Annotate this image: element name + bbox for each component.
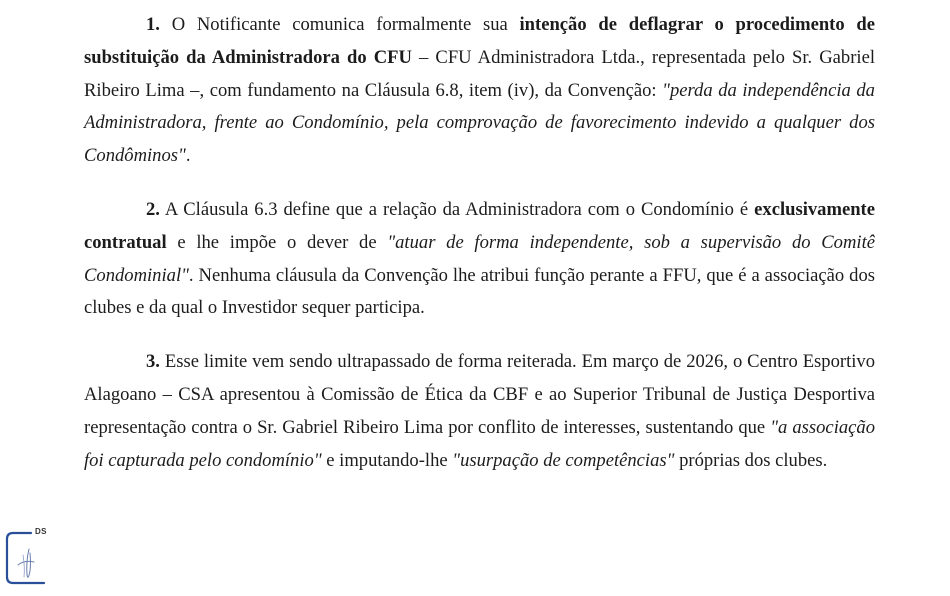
paragraph-3 (84, 346, 875, 477)
quoted-text: "usurpação de competências" (452, 449, 675, 471)
document-body (84, 9, 875, 477)
paragraph-text: Esse limite vem sendo ultrapassado de forma reiterada. Em março de 2026, o Centro Esportivo Alagoano – CSA apresentou à Comissão de Ética da CBF e ao Superior Tribunal de Justiça Desportiva representação contra o Sr. Gabriel Ribeiro Lima por conflito de interesses, sustentando que (84, 351, 875, 438)
paragraph-2 (84, 194, 875, 325)
paragraph-text: e lhe impõe o dever de (166, 231, 388, 253)
paragraph-text: O Notificante comunica formalmente sua (159, 14, 520, 35)
stamp-label: DS (35, 527, 47, 536)
signature-stamp (4, 527, 50, 587)
bold-text: exclusivamente contratual (84, 198, 875, 253)
paragraph-text: A Cláusula 6.3 define que a relação da Administradora com o Condomínio é (159, 198, 755, 220)
quoted-text: "perda da independência da Administradora, frente ao Condomínio, pela comprovação de favorecimento indevido a qualquer dos Condôminos" (84, 79, 875, 167)
paragraph-number: 2. (146, 198, 160, 220)
paragraph-text: . Nenhuma cláusula da Convenção lhe atribui função perante a FFU, que é a associação dos clubes e da qual o Investidor sequer participa. (84, 264, 875, 319)
paragraph-text: – CFU Administradora Ltda., representada pelo Sr. Gabriel Ribeiro Lima –, com fundamento na Cláusula 6.8, item (iv), da Convenção: (84, 46, 875, 101)
paragraph-number: 3. (146, 351, 160, 373)
paragraph-number: 1. (146, 14, 160, 35)
quoted-text: "a associação foi capturada pelo condomínio" (84, 416, 875, 471)
paragraph-text: e imputando-lhe (321, 449, 453, 471)
paragraph-text: próprias dos clubes. (674, 449, 828, 471)
quoted-text: "atuar de forma independente, sob a supervisão do Comitê Condominial" (84, 231, 875, 286)
paragraph-1 (84, 9, 875, 173)
paragraph-text: . (185, 145, 191, 167)
docusign-initials-icon (4, 527, 50, 587)
bold-text: intenção de deflagrar o procedimento de substituição da Administradora do CFU (84, 14, 875, 68)
